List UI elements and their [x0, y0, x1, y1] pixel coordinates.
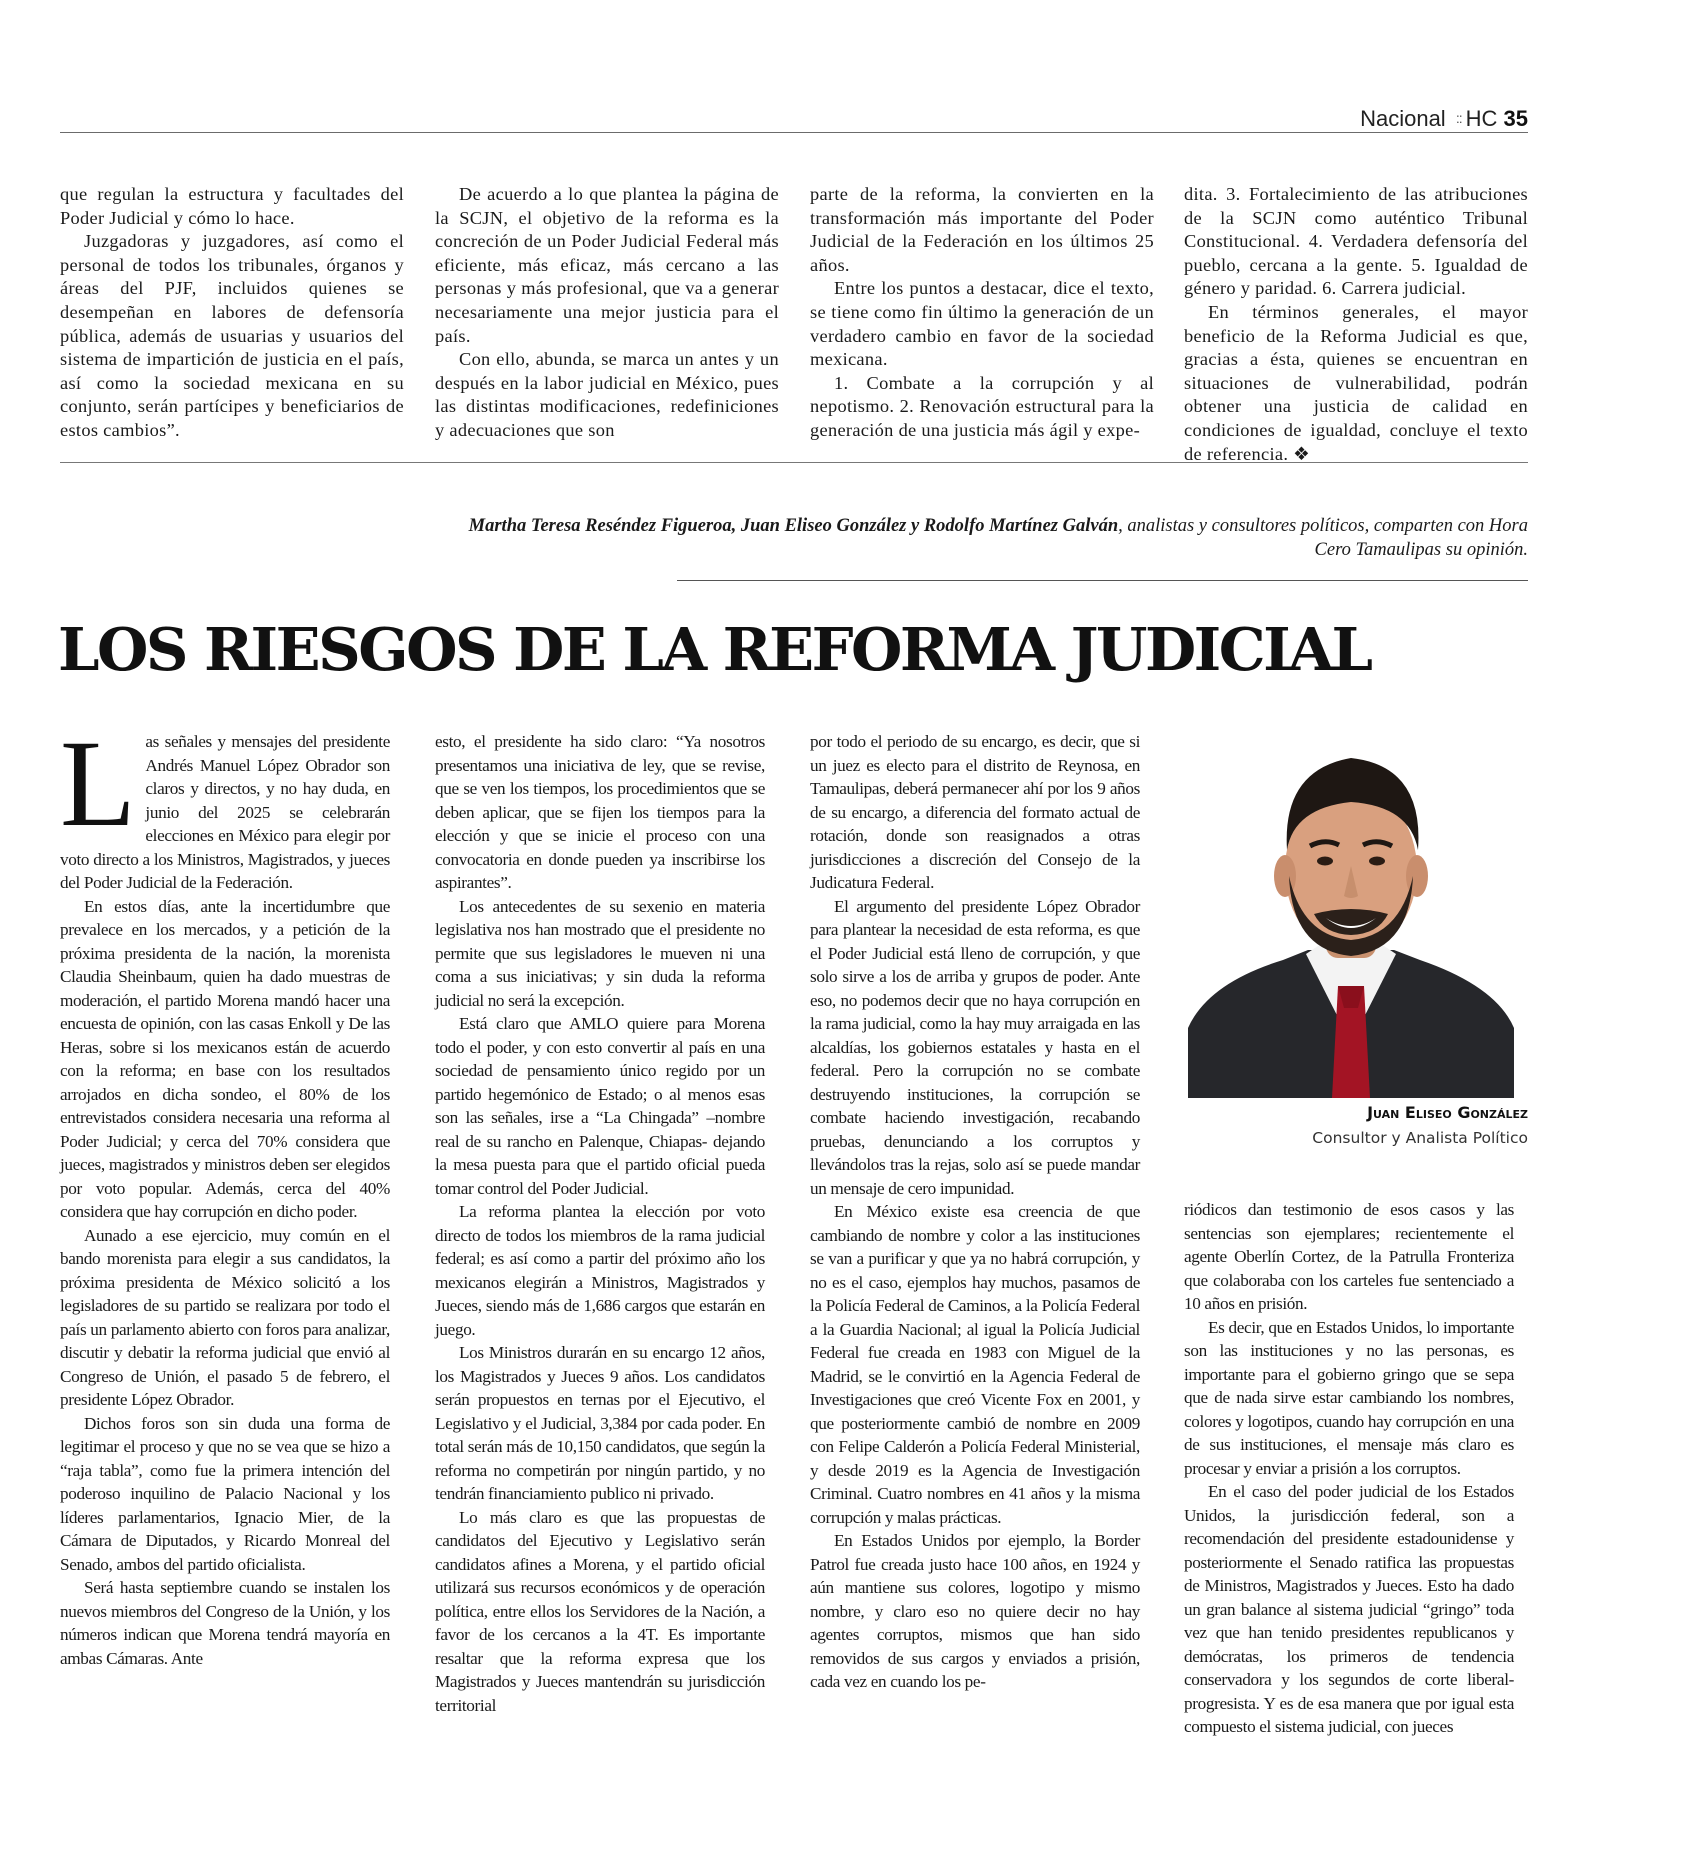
paragraph: Juzgadoras y juzgadores, así como el personal de todos los tribunales, órganos y áreas del PJF, incluidos quienes se desempeñan en labores de defensoría pública, además de usuarias y usuarios del sistema de impartición de justicia en el país, así como la sociedad mexicana en su conjunto, serán partícipes y beneficiarios de estos cambios”. [60, 231, 404, 440]
paragraph: parte de la reforma, la convierten en la transformación más importante del Poder Judicial de la Federación en los últimos 25 años. [810, 184, 1154, 275]
paragraph: En estos días, ante la incertidumbre que prevalece en los mercados, y a petición de la próxima presidenta de la nación, la morenista Claudia Sheinbaum, quien ha dado muestras de moderación, el partido Morena mandó hacer una encuesta de opinión, con las casas Enkoll y De las Heras, sobre si los mexicanos están de acuerdo con la reforma; en base con los resultados arrojados en dicha sondeo, el 80% de los entrevistados considera necesaria una reforma al Poder Judicial; y cerca del 70% considera que jueces, magistrados y ministros deben ser elegidos por voto popular. Además, cerca del 40% considera que hay corrupción en dicho poder. [60, 896, 390, 1221]
page-number: 35 [1503, 106, 1528, 131]
paragraph: El argumento del presidente López Obrador para plantear la necesidad de esta reforma, es que el Poder Judicial está lleno de corrupción, y que solo sirve a los de arriba y grupos de poder. Ante eso, no podemos decir que no haya corrupción en la rama judicial, como la hay muy arraigada en las alcaldías, los gobiernos estatales y hasta en el federal. Pero la corrupción no se combate destruyendo instituciones, la corrupción se combate haciendo investigación, recabando pruebas, denunciando a los corruptos y llevándolos tras la rejas, solo así se puede mandar un mensaje de cero impunidad. [810, 896, 1140, 1198]
paragraph: Es decir, que en Estados Unidos, lo importante son las instituciones y no las personas, es importante para el gobierno gringo que se sepa que de nada sirve estar cambiando los nombres, colores y logotipos, cuando hay corrupción en una de sus instituciones, el mensaje más claro es procesar y enviar a prisión a los corruptos. [1184, 1317, 1514, 1478]
paragraph: Está claro que AMLO quiere para Morena todo el poder, y con esto convertir al país en una sociedad de pensamiento único regido por un partido hegemónico de Estado; o al menos esas son las señales, irse a “La Chingada” –nombre real de su rancho en Palenque, Chiapas- dejando la mesa puesta para que el partido oficial pueda tomar control del Poder Judicial. [435, 1014, 765, 1198]
paragraph: En Estados Unidos por ejemplo, la Border Patrol fue creada justo hace 100 años, en 1924 y aún mantiene sus colores, logotipo y mismo nombre, y claro eso no quiere decir no hay agentes corruptos, mismos que han sido removidos de sus cargos y enviados a prisión, cada vez en cuando los pe- [810, 1531, 1140, 1691]
paragraph: La reforma plantea la elección por voto directo de todos los miembros de la rama judicial federal; es así como a partir del próximo año los mexicanos elegirán a Ministros, Magistrados y Jueces, siendo más de 1,686 cargos que estarán en juego. [435, 1202, 765, 1339]
paragraph: En México existe esa creencia de que cambiando de nombre y color a las instituciones se van a purificar y que ya no habrá corrupción, y no es el caso, ejemplos hay muchos, pasamos de la Policía Federal de Caminos, a la Policía Federal a la Guardia Nacional; al igual la Policía Judicial Federal fue creada en 1983 con Miguel de la Madrid, se le convirtió en la Agencia Federal de Investigaciones que creó Vicente Fox en 2001, y que posteriormente cambió de nombre en 2009 con Felipe Calderón a Policía Federal Ministerial, y desde 2019 es la Agencia de Investigación Criminal. Cuatro nombres en 41 años y la misma corrupción y malas prácticas. [810, 1202, 1140, 1527]
paragraph: Aunado a ese ejercicio, muy común en el bando morenista para elegir a sus candidatos, la próxima presidenta de México solicitó a los legisladores de su partido se realizara por todo el país un parlamento abierto con foros para analizar, discutir y debatir la reforma judicial que envió al Congreso de Unión, el pasado 5 de febrero, el presidente López Obrador. [60, 1225, 390, 1409]
prev-article-col-3 [810, 183, 1154, 443]
paragraph: por todo el periodo de su encargo, es decir, que si un juez es electo para el distrito de Reynosa, en Tamaulipas, deberá permanecer ahí por los 9 años de su encargo, a diferencia del formato actual de rotación, donde son reasignados a otras jurisdicciones a discreción del Consejo de la Judicatura Federal. [810, 732, 1140, 892]
paragraph: Lo más claro es que las propuestas de candidatos del Ejecutivo y Legislativo serán candidatos afines a Morena, y el partido oficial utilizará sus recursos económicos y de operación política, entre ellos los Servidores de la Nación, a favor de los cercanos a la 4T. Es importante resaltar que la reforma expresa que los Magistrados y Jueces mantendrán su jurisdicción territorial [435, 1507, 765, 1715]
article-col-1 [60, 715, 390, 1670]
paragraph: Los antecedentes de su sexenio en materia legislativa nos han mostrado que el presidente no permite que sus legisladores le mueven ni una coma a sus iniciativas; y sin duda la reforma judicial no será la excepción. [435, 896, 765, 1010]
prev-article-col-4 [1184, 183, 1528, 466]
paragraph: 1. Combate a la corrupción y al nepotismo. 2. Renovación estructural para la generación de una justicia más ágil y expe- [810, 372, 1154, 440]
byline-divider [677, 580, 1528, 581]
section-name: Nacional [1360, 106, 1446, 131]
author-byline [460, 515, 1528, 562]
paragraph: De acuerdo a lo que plantea la página de la SCJN, el objetivo de la reforma es la concreción de un Poder Judicial Federal más eficiente, más eficaz, más cercano a las personas y más profesional, que va a generar necesariamente una mejor justicia para el país. [435, 184, 779, 346]
prev-article-col-1 [60, 183, 404, 443]
paragraph: Dichos foros son sin duda una forma de legitimar el proceso y que no se vea que se hizo a “raja tabla”, como fue la primera intención del poderoso inquilino de Palacio Nacional y los líderes parlamentarios, Ignacio Mier, de la Cámara de Diputados, y Ricardo Monreal del Senado, ambos del partido oficialista. [60, 1413, 390, 1574]
drop-cap: L [60, 715, 136, 852]
article-headline: LOS RIESGOS DE LA REFORMA JUDICIAL [58, 615, 1371, 684]
page-header [60, 100, 1528, 133]
paragraph: En términos generales, el mayor beneficio de la Reforma Judicial es que, gracias a ésta, quienes se encuentran en situaciones de vulnerabilidad, podrán obtener una justicia de calidad en condiciones de igualdad, concluye el texto de referencia. ❖ [1184, 301, 1528, 464]
paragraph: En el caso del poder judicial de los Estados Unidos, la jurisdicción federal, son a recomendación del presidente estadounidense y posteriormente el Senado ratifica las propuestas de Ministros, Magistrados y Jueces. Esto ha dado un gran balance al sistema judicial “gringo” toda vez que han tenido presidentes republicanos y demócratas, los primeros de tendencia conservadora y los segundos de corte liberal-progresista. Y es de esa manera que por igual esta compuesto el sistema judicial, con jueces [1184, 1482, 1514, 1736]
paragraph: dita. 3. Fortalecimiento de las atribuciones de la SCJN como auténtico Tribunal Constitucional. 4. Verdadera defensoría del pueblo, cercana a la gente. 5. Igualdad de género y paridad. 6. Carrera judicial. [1184, 184, 1528, 299]
article-col-3 [810, 730, 1140, 1694]
paragraph: Los Ministros durarán en su encargo 12 años, los Magistrados y Jueces 9 años. Los candidatos serán propuestos en ternas por el Ejecutivo, el Legislativo y el Judicial, 3,384 por cada poder. En total serán más de 10,150 candidatos, que según la reforma no competirán por ningún partido, y no tendrán financiamiento publico ni privado. [435, 1343, 765, 1503]
paragraph: Será hasta septiembre cuando se instalen los nuevos miembros del Congreso de la Unión, y los números indican que Morena tendrá mayoría en ambas Cámaras. Ante [60, 1578, 390, 1668]
prev-article-col-2 [435, 183, 779, 443]
byline-description: , analistas y consultores políticos, comparten con Hora Cero Tamaulipas su opinión. [1118, 516, 1528, 560]
paragraph: riódicos dan testimonio de esos casos y las sentencias son ejemplares; recientemente el agente Oberlín Cortez, de la Patrulla Fronteriza que colaboraba con los carteles fue sentenciado a 10 años en prisión. [1184, 1200, 1514, 1313]
author-photo [1188, 728, 1514, 1098]
photo-caption-role: Consultor y Analista Político [1312, 1129, 1528, 1147]
paragraph: esto, el presidente ha sido claro: “Ya nosotros presentamos una iniciativa de ley, que se revise, que se ven los tiempos, los procedimientos que se deben aplicar, que se fijen los tiempos para la elección y que se inicie el proceso con una convocatoria en donde pueden ya inscribirse los aspirantes”. [435, 732, 765, 892]
section-divider [60, 462, 1528, 463]
lead-text: as señales y mensajes del presidente Andrés Manuel López Obrador son claros y directos, y no hay duda, en junio del 2025 se celebrarán elecciones en México para elegir por voto directo a los Ministros, Magistrados, y jueces del Poder Judicial de la Federación. [60, 732, 390, 892]
publication-abbrev: HC [1465, 106, 1498, 131]
article-col-4 [1184, 1198, 1514, 1739]
article-col-2 [435, 730, 765, 1717]
page-folio [1360, 106, 1528, 132]
folio-separator: :: [1455, 110, 1462, 126]
paragraph: Entre los puntos a destacar, dice el texto, se tiene como fin último la generación de un verdadero cambio en favor de la sociedad mexicana. [810, 278, 1154, 370]
lead-paragraph [60, 715, 390, 895]
paragraph: Con ello, abunda, se marca un antes y un después en la labor judicial en México, pues las distintas modificaciones, redefiniciones y adecuaciones que son [435, 349, 779, 440]
author-portrait-image [1188, 728, 1514, 1098]
byline-authors: Martha Teresa Reséndez Figueroa, Juan Eliseo González y Rodolfo Martínez Galván [468, 516, 1119, 536]
paragraph: que regulan la estructura y facultades del Poder Judicial y cómo lo hace. [60, 184, 404, 228]
photo-caption-name: Juan Eliseo González [1367, 1103, 1528, 1122]
